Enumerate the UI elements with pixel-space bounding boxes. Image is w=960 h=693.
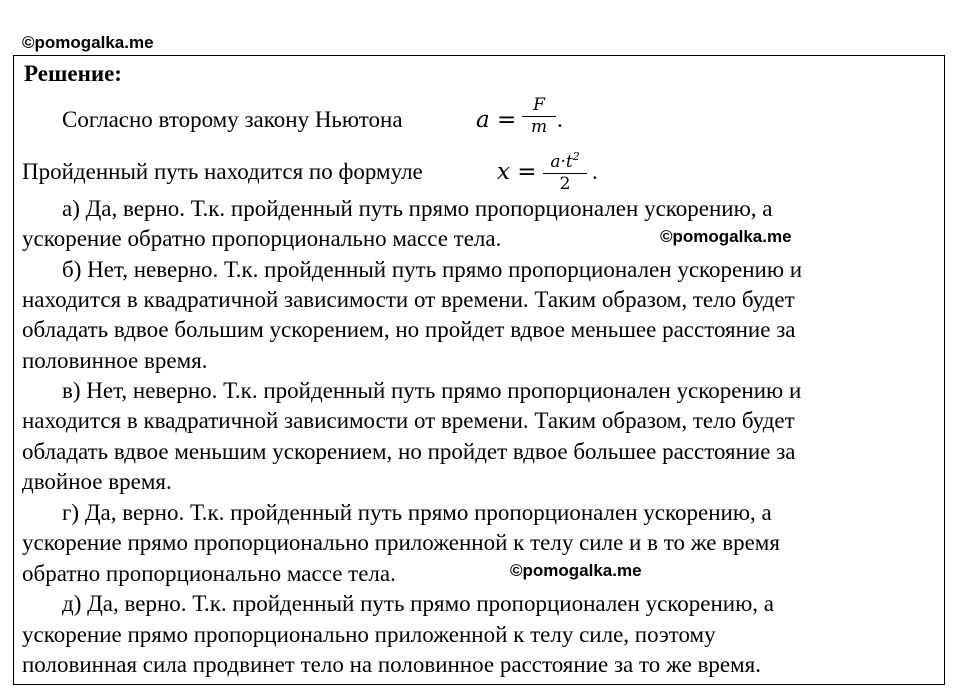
answer-c-line-1: в) Нет, неверно. Т.к. пройденный путь прямо пропорционален ускорению и [62, 378, 802, 403]
answer-d-line-2: ускорение прямо пропорционально приложенной к телу силе и в то же время [22, 530, 780, 555]
formula1-fraction [522, 96, 556, 137]
formula1-numerator: F [533, 95, 545, 115]
formula1-denominator: m [530, 117, 548, 137]
formula2-text: Пройденный путь находится по формуле [22, 159, 423, 184]
formula1-text: Согласно второму закону Ньютона [62, 107, 403, 132]
answer-c-line-4: двойное время. [22, 469, 172, 494]
formula2-denominator: 2 [559, 174, 571, 194]
formula2-lhs: x = [497, 159, 537, 185]
watermark-middle: ©pomogalka.me [660, 227, 792, 246]
answer-a-line-2: ускорение обратно пропорционально массе тела. [22, 226, 502, 251]
formula2-fraction [543, 147, 587, 194]
formula2-numerator: $a\cdot t^2$ [550, 150, 580, 172]
formula2-period: . [592, 159, 598, 184]
answer-a-line-1: а) Да, верно. Т.к. пройденный путь прямо пропорционален ускорению, а [62, 196, 773, 221]
watermark-top: ©pomogalka.me [22, 33, 154, 52]
formula1-lhs: a = [476, 107, 517, 133]
solution-heading: Решение: [24, 61, 122, 86]
answer-c-line-3: обладать вдвое меньшим ускорением, но пройдет вдвое большее расстояние за [22, 439, 796, 464]
answer-b-line-1: б) Нет, неверно. Т.к. пройденный путь прямо пропорционален ускорению и [62, 257, 803, 282]
answer-b-line-3: обладать вдвое большим ускорением, но пройдет вдвое меньшее расстояние за [22, 317, 796, 342]
formula1-period: . [557, 107, 563, 132]
answer-d-line-3: обратно пропорционально массе тела. [22, 561, 396, 586]
answer-b-line-4: половинное время. [22, 348, 208, 373]
watermark-bottom: ©pomogalka.me [510, 561, 642, 580]
answer-e-line-2: ускорение прямо пропорционально приложенной к телу силе, поэтому [22, 622, 716, 647]
answer-e-line-1: д) Да, верно. Т.к. пройденный путь прямо пропорционален ускорению, а [62, 591, 775, 616]
answer-b-line-2: находится в квадратичной зависимости от времени. Таким образом, тело будет [22, 287, 795, 312]
answer-e-line-3: половинная сила продвинет тело на половинное расстояние за то же время. [22, 652, 761, 677]
answer-c-line-2: находится в квадратичной зависимости от времени. Таким образом, тело будет [22, 408, 795, 433]
answer-d-line-1: г) Да, верно. Т.к. пройденный путь прямо пропорционален ускорению, а [62, 500, 772, 525]
